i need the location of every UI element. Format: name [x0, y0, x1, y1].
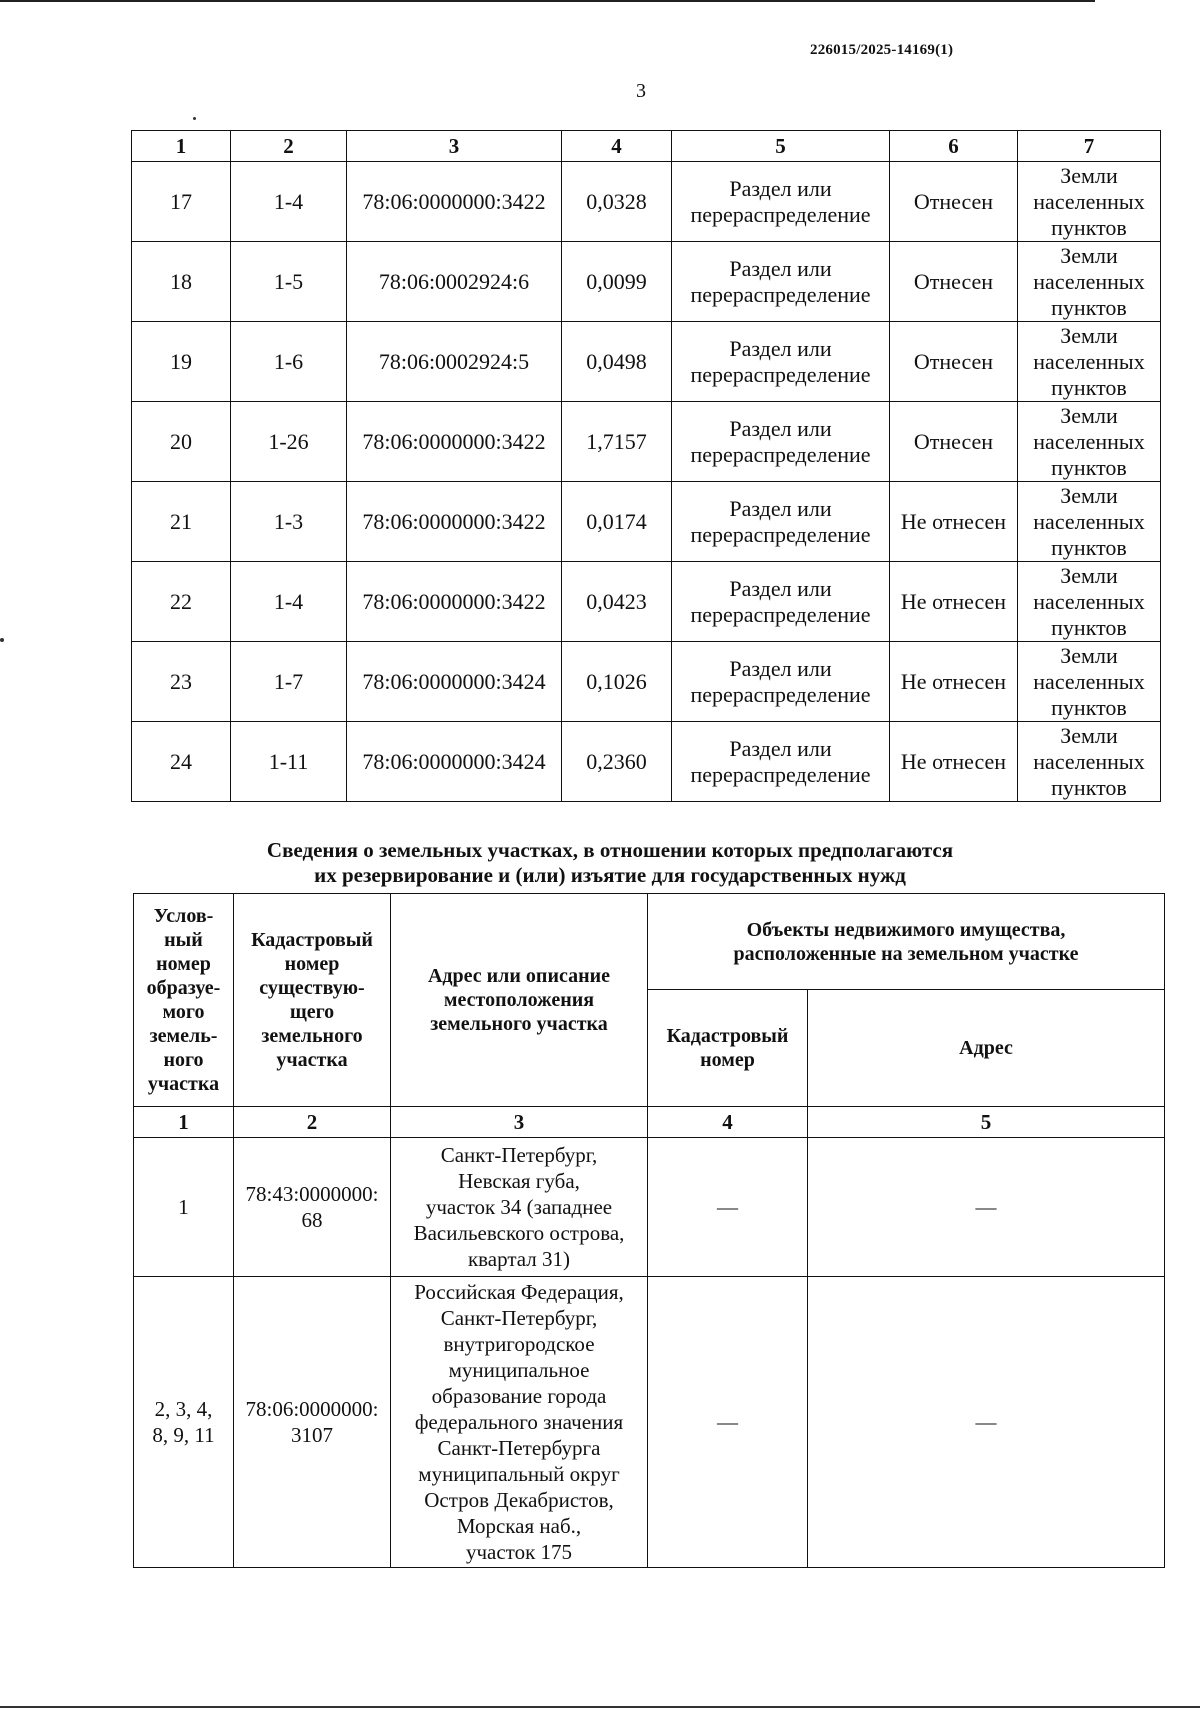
land-plots-table — [131, 130, 1161, 802]
operation-cell: Раздел или перераспределение — [672, 562, 890, 642]
plot-number: 1-4 — [231, 562, 347, 642]
header-property-objects: Объекты недвижимого имущества, расположенные на земельном участке — [648, 894, 1165, 990]
category-cell: Земли населенных пунктов — [1018, 642, 1161, 722]
header-cell: 6 — [890, 131, 1018, 162]
plot-number: 1-6 — [231, 322, 347, 402]
header-cell: 3 — [347, 131, 562, 162]
header-cell: 5 — [808, 1107, 1165, 1138]
table-header-row — [132, 131, 1161, 162]
category-cell: Земли населенных пунктов — [1018, 242, 1161, 322]
header-cell: 7 — [1018, 131, 1161, 162]
status-cell: Не отнесен — [890, 642, 1018, 722]
area-value: 0,0423 — [562, 562, 672, 642]
table-row — [132, 402, 1161, 482]
operation-cell: Раздел или перераспределение — [672, 482, 890, 562]
area-value: 1,7157 — [562, 402, 672, 482]
address-cell: Санкт-Петербург, Невская губа, участок 34 (западнее Васильевского острова, квартал 31) — [391, 1138, 648, 1277]
cadastral-number: 78:06:0002924:5 — [347, 322, 562, 402]
row-number: 1 — [134, 1138, 234, 1277]
header-cadastral-number: Кадастровый номер существую- щего земельного участка — [234, 894, 391, 1107]
area-value: 0,1026 — [562, 642, 672, 722]
header-cell: 2 — [231, 131, 347, 162]
status-cell: Не отнесен — [890, 562, 1018, 642]
header-cell: 1 — [132, 131, 231, 162]
object-address-cell: — — [808, 1277, 1165, 1568]
category-cell: Земли населенных пунктов — [1018, 722, 1161, 802]
page-number: 3 — [636, 80, 646, 102]
column-numbers-row — [134, 1107, 1165, 1138]
header-cell: 5 — [672, 131, 890, 162]
address-cell: Российская Федерация, Санкт-Петербург, внутригородское муниципальное образование города федерального значения Санкт-Петербурга муниципальный округ Остров Декабристов, Морская наб., участок 175 — [391, 1277, 648, 1568]
operation-cell: Раздел или перераспределение — [672, 642, 890, 722]
area-value: 0,0498 — [562, 322, 672, 402]
plot-number: 1-5 — [231, 242, 347, 322]
document-number: 226015/2025-14169(1) — [810, 42, 954, 58]
row-number: 18 — [132, 242, 231, 322]
cadastral-number: 78:06:0000000:3422 — [347, 402, 562, 482]
area-value: 0,0174 — [562, 482, 672, 562]
cadastral-number: 78:06:0000000:3422 — [347, 162, 562, 242]
status-cell: Не отнесен — [890, 722, 1018, 802]
area-value: 0,0328 — [562, 162, 672, 242]
table-row — [132, 642, 1161, 722]
header-object-cadastral: Кадастровый номер — [648, 990, 808, 1107]
scan-speck — [193, 117, 196, 120]
header-cell: 4 — [562, 131, 672, 162]
scan-bottom-edge — [0, 1706, 1200, 1708]
reservation-table — [133, 893, 1165, 1568]
row-number: 23 — [132, 642, 231, 722]
operation-cell: Раздел или перераспределение — [672, 322, 890, 402]
cadastral-number: 78:06:0002924:6 — [347, 242, 562, 322]
row-number: 19 — [132, 322, 231, 402]
cadastral-number: 78:06:0000000: 3107 — [234, 1277, 391, 1568]
header-address: Адрес или описание местоположения земельного участка — [391, 894, 648, 1107]
row-number: 22 — [132, 562, 231, 642]
plot-number: 1-26 — [231, 402, 347, 482]
status-cell: Не отнесен — [890, 482, 1018, 562]
cadastral-number: 78:06:0000000:3422 — [347, 562, 562, 642]
header-cell: 3 — [391, 1107, 648, 1138]
scan-speck — [0, 638, 4, 642]
category-cell: Земли населенных пунктов — [1018, 322, 1161, 402]
object-cadastral-cell: — — [648, 1138, 808, 1277]
status-cell: Отнесен — [890, 322, 1018, 402]
table-row — [132, 562, 1161, 642]
row-number: 24 — [132, 722, 231, 802]
cadastral-number: 78:43:0000000: 68 — [234, 1138, 391, 1277]
table-row — [132, 482, 1161, 562]
area-value: 0,2360 — [562, 722, 672, 802]
table-row — [132, 722, 1161, 802]
area-value: 0,0099 — [562, 242, 672, 322]
header-cell: 4 — [648, 1107, 808, 1138]
status-cell: Отнесен — [890, 242, 1018, 322]
plot-number: 1-7 — [231, 642, 347, 722]
table-row — [132, 242, 1161, 322]
table-row — [132, 162, 1161, 242]
cadastral-number: 78:06:0000000:3424 — [347, 722, 562, 802]
header-object-address: Адрес — [808, 990, 1165, 1107]
header-cell: 2 — [234, 1107, 391, 1138]
table-row — [132, 322, 1161, 402]
table-row — [134, 1138, 1165, 1277]
status-cell: Отнесен — [890, 162, 1018, 242]
table-row — [134, 1277, 1165, 1568]
header-cell: 1 — [134, 1107, 234, 1138]
object-address-cell: — — [808, 1138, 1165, 1277]
plot-number: 1-4 — [231, 162, 347, 242]
header-plot-number: Услов- ный номер образуе- мого земель- ного участка — [134, 894, 234, 1107]
row-number: 20 — [132, 402, 231, 482]
category-cell: Земли населенных пунктов — [1018, 162, 1161, 242]
category-cell: Земли населенных пунктов — [1018, 402, 1161, 482]
table-header-row — [134, 894, 1165, 990]
category-cell: Земли населенных пунктов — [1018, 482, 1161, 562]
category-cell: Земли населенных пунктов — [1018, 562, 1161, 642]
plot-number: 1-11 — [231, 722, 347, 802]
row-number: 2, 3, 4, 8, 9, 11 — [134, 1277, 234, 1568]
plot-number: 1-3 — [231, 482, 347, 562]
status-cell: Отнесен — [890, 402, 1018, 482]
row-number: 17 — [132, 162, 231, 242]
object-cadastral-cell: — — [648, 1277, 808, 1568]
operation-cell: Раздел или перераспределение — [672, 242, 890, 322]
cadastral-number: 78:06:0000000:3424 — [347, 642, 562, 722]
operation-cell: Раздел или перераспределение — [672, 722, 890, 802]
cadastral-number: 78:06:0000000:3422 — [347, 482, 562, 562]
row-number: 21 — [132, 482, 231, 562]
operation-cell: Раздел или перераспределение — [672, 162, 890, 242]
scan-top-edge — [0, 0, 1095, 2]
section-title: Сведения о земельных участках, в отношении которых предполагаются их резервирование и (или) изъятие для государственных нужд — [266, 838, 954, 887]
operation-cell: Раздел или перераспределение — [672, 402, 890, 482]
